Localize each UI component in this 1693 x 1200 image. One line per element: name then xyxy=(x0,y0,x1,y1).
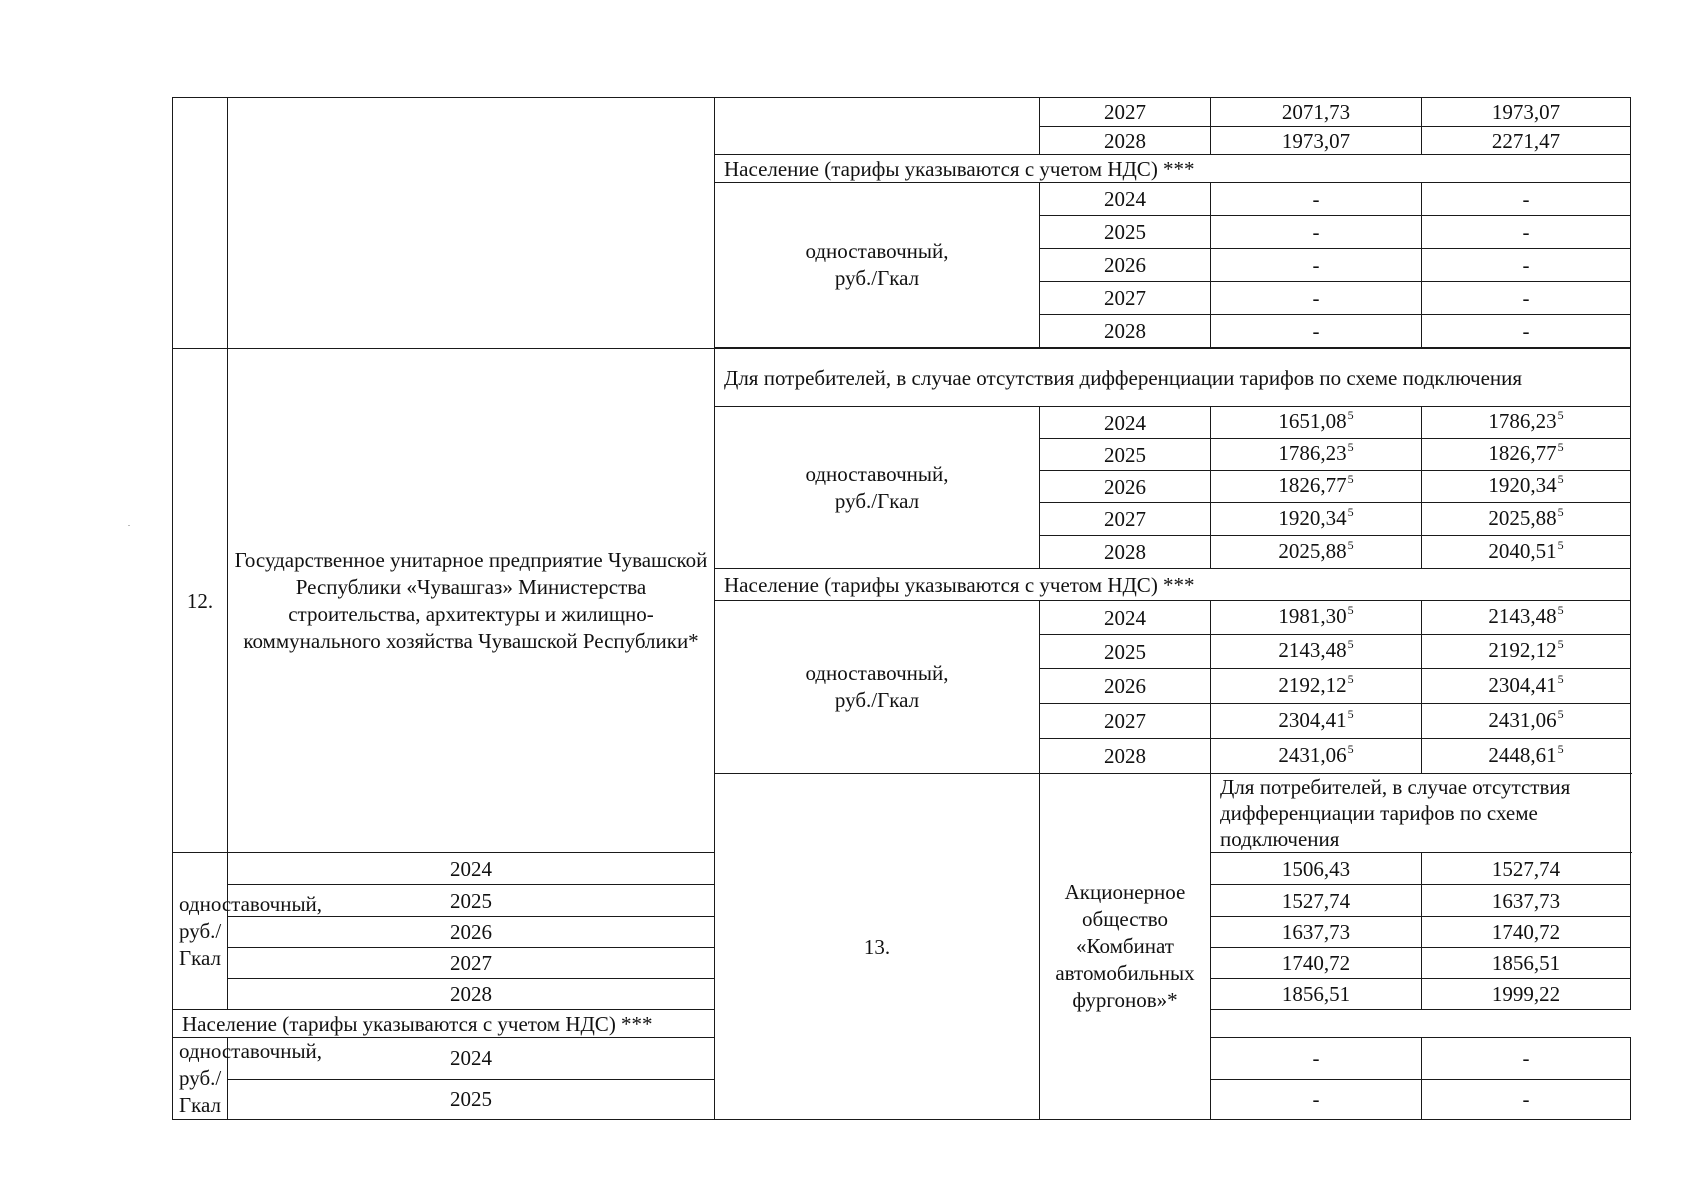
tariff-value-period-1: - xyxy=(1211,315,1422,348)
footnote-mark: 5 xyxy=(1557,537,1564,552)
tariff-value-period-1: - xyxy=(1211,1038,1422,1080)
tariff-value-period-1: 1506,43 xyxy=(1211,853,1422,885)
footnote-mark: 5 xyxy=(1347,741,1354,756)
footnote-mark: 5 xyxy=(1347,637,1354,651)
type-label-text: одноставочный, руб./Гкал xyxy=(179,891,323,970)
type-label-text: одноставочный, руб./Гкал xyxy=(179,1039,323,1117)
tariff-value-period-1: - xyxy=(1211,183,1422,216)
group-header-text: Для потребителей, в случае отсутствия дифференциации тарифов по схеме подключения xyxy=(1220,775,1571,851)
year-cell: 2028 xyxy=(1040,315,1211,348)
table-row xyxy=(173,1010,1631,1038)
tariff-value-period-1: 1527,74 xyxy=(1211,885,1422,917)
footnote-mark: 5 xyxy=(1347,671,1354,686)
type-label-text: одноставочный, руб./Гкал xyxy=(805,661,949,712)
value-text: 2192,12 xyxy=(1488,638,1557,662)
footnote-mark: 5 xyxy=(1557,671,1564,686)
tariff-value-period-1: 1856,51 xyxy=(1211,979,1422,1010)
tariff-value-period-2: - xyxy=(1422,1079,1631,1119)
year-cell: 2025 xyxy=(1040,635,1211,669)
tariff-value-period-2: - xyxy=(1422,282,1631,315)
tariff-value-period-1: 2071,73 xyxy=(1211,98,1422,127)
tariff-value-period-2 xyxy=(1422,704,1631,739)
tariff-value-period-1: 1740,72 xyxy=(1211,948,1422,979)
year-cell: 2024 xyxy=(1040,601,1211,635)
year-cell: 2028 xyxy=(1040,127,1211,155)
tariff-value-period-1: - xyxy=(1211,282,1422,315)
tariff-value-period-1: - xyxy=(1211,216,1422,249)
value-text: 2040,51 xyxy=(1488,538,1557,563)
year-cell: 2026 xyxy=(1040,249,1211,282)
footnote-mark: 5 xyxy=(1557,472,1564,486)
tariff-type-label xyxy=(715,407,1040,569)
tariff-value-period-2: 1856,51 xyxy=(1422,948,1631,979)
footnote-mark: 5 xyxy=(1347,408,1354,422)
section-number xyxy=(173,98,228,349)
tariff-value-period-1 xyxy=(1211,635,1422,669)
tariff-value-period-1 xyxy=(1211,669,1422,704)
tariff-value-period-2: 1999,22 xyxy=(1422,979,1631,1010)
tariff-value-period-2 xyxy=(1422,407,1631,439)
value-text: 1826,77 xyxy=(1488,441,1557,465)
section-number: 12. xyxy=(173,349,228,853)
tariff-value-period-2: - xyxy=(1422,315,1631,348)
year-cell: 2025 xyxy=(1040,216,1211,249)
tariff-value-period-1: - xyxy=(1211,1079,1422,1119)
year-cell: 2027 xyxy=(1040,503,1211,536)
tariff-value-period-2: 1527,74 xyxy=(1422,853,1631,885)
year-cell: 2028 xyxy=(1040,536,1211,569)
value-text: 2025,88 xyxy=(1278,538,1347,563)
tariff-type-label xyxy=(173,1038,323,1120)
type-label-text: одноставочный, руб./Гкал xyxy=(805,461,949,513)
group-header: Население (тарифы указываются с учетом НДС) *** xyxy=(715,569,1631,601)
year-cell: 2024 xyxy=(228,1038,715,1080)
organization-name-text: Акционерное общество «Комбинат автомобильных фургонов»* xyxy=(1055,880,1195,1012)
group-header: Для потребителей, в случае отсутствия дифференциации тарифов по схеме подключения xyxy=(715,349,1631,407)
tariff-type-label xyxy=(715,183,1040,348)
organization-name: Государственное унитарное предприятие Чувашской Республики «Чувашгаз» Министерства строительства, архитектуры и жилищно-коммунального хозяйства Чувашской Республики* xyxy=(228,349,715,853)
value-text: 2431,06 xyxy=(1278,742,1347,767)
year-cell: 2025 xyxy=(1040,439,1211,471)
tariff-value-period-2: - xyxy=(1422,216,1631,249)
value-text: 2448,61 xyxy=(1488,742,1557,767)
footnote-mark: 5 xyxy=(1557,408,1564,422)
type-label-text: одноставочный, руб./Гкал xyxy=(805,239,949,290)
footnote-mark: 5 xyxy=(1557,504,1564,519)
tariff-value-period-1: - xyxy=(1211,249,1422,282)
group-header: Население (тарифы указываются с учетом НДС) *** xyxy=(173,1010,1211,1038)
tariff-value-period-1 xyxy=(1211,471,1422,503)
tariff-value-period-2 xyxy=(1422,503,1631,536)
value-text: 1651,08 xyxy=(1278,409,1347,433)
tariff-type-label xyxy=(715,601,1040,774)
tariff-value-period-2: 1973,07 xyxy=(1422,98,1631,127)
value-text: 1826,77 xyxy=(1278,473,1347,497)
tariff-value-period-2 xyxy=(1422,601,1631,635)
year-cell: 2028 xyxy=(1040,739,1211,774)
tariff-value-period-1 xyxy=(1211,704,1422,739)
value-text: 2431,06 xyxy=(1488,707,1557,732)
year-cell: 2024 xyxy=(228,853,715,885)
footnote-mark: 5 xyxy=(1557,741,1564,756)
tariff-value-period-2: - xyxy=(1422,249,1631,282)
tariff-value-period-1: 1973,07 xyxy=(1211,127,1422,155)
tariff-value-period-1 xyxy=(1211,536,1422,569)
year-cell: 2025 xyxy=(228,885,715,917)
value-text: 2304,41 xyxy=(1488,672,1557,697)
tariff-value-period-1 xyxy=(1211,439,1422,471)
year-cell: 2027 xyxy=(1040,704,1211,739)
tariff-table xyxy=(172,97,1631,1120)
value-text: 1920,34 xyxy=(1488,473,1557,497)
year-cell: 2028 xyxy=(228,979,715,1010)
year-cell: 2024 xyxy=(1040,407,1211,439)
value-text: 2192,12 xyxy=(1278,672,1347,697)
organization-name xyxy=(228,98,715,349)
value-text: 2304,41 xyxy=(1278,707,1347,732)
footnote-mark: 5 xyxy=(1557,440,1564,454)
value-text: 2143,48 xyxy=(1488,604,1557,628)
tariff-value-period-2 xyxy=(1422,471,1631,503)
footnote-mark: 5 xyxy=(1347,537,1354,552)
footnote-mark: 5 xyxy=(1347,603,1354,617)
tariff-value-period-2: 1740,72 xyxy=(1422,917,1631,948)
tariff-value-period-2 xyxy=(1422,439,1631,471)
footnote-mark: 5 xyxy=(1557,637,1564,651)
group-header xyxy=(1211,774,1631,853)
organization-name xyxy=(1040,774,1211,1120)
value-text: 2025,88 xyxy=(1488,505,1557,530)
tariff-value-period-2: 1637,73 xyxy=(1422,885,1631,917)
group-header: Население (тарифы указываются с учетом НДС) *** xyxy=(715,155,1631,183)
year-cell: 2026 xyxy=(1040,669,1211,704)
footnote-mark: 5 xyxy=(1347,706,1354,721)
tariff-value-period-1 xyxy=(1211,601,1422,635)
footnote-mark: 5 xyxy=(1347,504,1354,519)
tariff-value-period-1: 1637,73 xyxy=(1211,917,1422,948)
year-cell: 2025 xyxy=(228,1079,715,1119)
value-text: 1786,23 xyxy=(1488,409,1557,433)
value-text: 1920,34 xyxy=(1278,505,1347,530)
year-cell: 2024 xyxy=(1040,183,1211,216)
footnote-mark: 5 xyxy=(1557,603,1564,617)
tariff-value-period-2 xyxy=(1422,669,1631,704)
footnote-mark: 5 xyxy=(1347,440,1354,454)
tariff-type-label xyxy=(173,853,323,1010)
year-cell: 2026 xyxy=(228,917,715,948)
year-cell: 2027 xyxy=(228,948,715,979)
value-text: 1786,23 xyxy=(1278,441,1347,465)
footnote-mark: 5 xyxy=(1347,472,1354,486)
tariff-value-period-2 xyxy=(1422,536,1631,569)
section-number: 13. xyxy=(715,774,1040,1120)
year-cell: 2026 xyxy=(1040,471,1211,503)
value-text: 1981,30 xyxy=(1278,604,1347,628)
tariff-value-period-1 xyxy=(1211,407,1422,439)
tariff-value-period-2 xyxy=(1422,739,1631,774)
footnote-mark: 5 xyxy=(1557,706,1564,721)
table-row xyxy=(173,98,1631,127)
tariff-value-period-2 xyxy=(1422,635,1631,669)
tariff-value-period-2: - xyxy=(1422,1038,1631,1080)
year-cell: 2027 xyxy=(1040,282,1211,315)
tariff-type-label xyxy=(715,98,1040,155)
scan-speck xyxy=(128,525,130,526)
value-text: 2143,48 xyxy=(1278,638,1347,662)
tariff-value-period-1 xyxy=(1211,739,1422,774)
year-cell: 2027 xyxy=(1040,98,1211,127)
tariff-value-period-1 xyxy=(1211,503,1422,536)
tariff-value-period-2: - xyxy=(1422,183,1631,216)
table-row xyxy=(173,349,1631,407)
tariff-value-period-2: 2271,47 xyxy=(1422,127,1631,155)
